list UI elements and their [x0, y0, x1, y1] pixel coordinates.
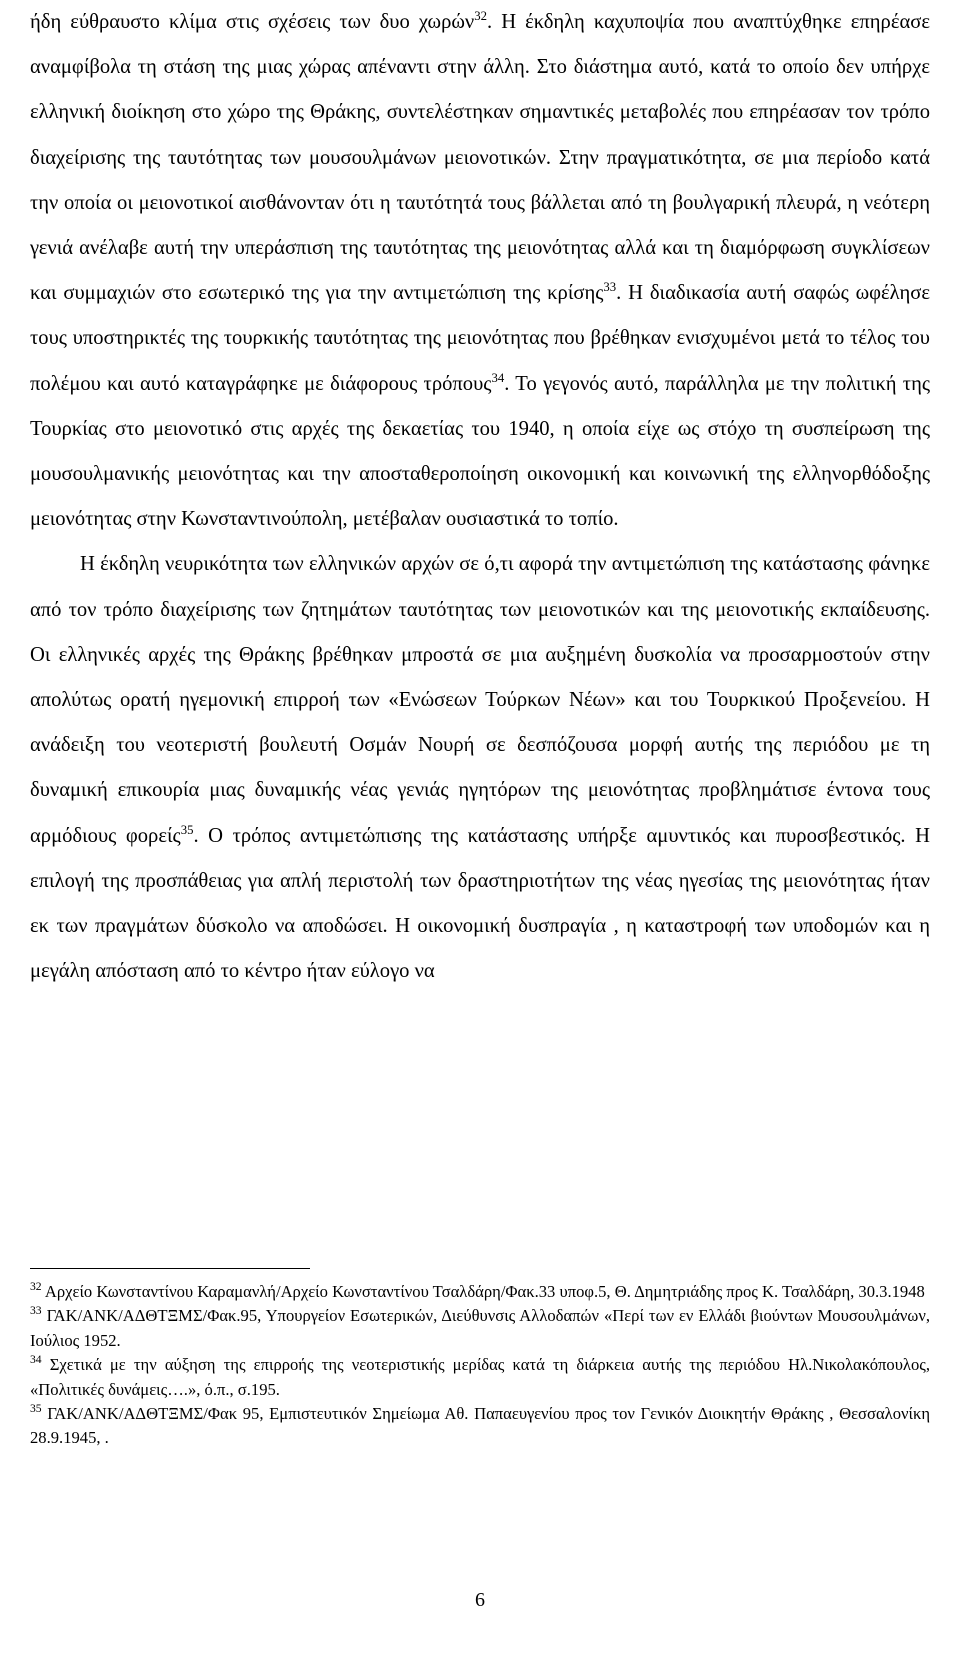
paragraph-text: . Το γεγονός αυτό, παράλληλα με την πολιτική της Τουρκίας στο μειονοτικό στις αρχές της δεκαετίας του 1940, η οποία είχε ως στόχο τη συσπείρωση της μουσουλμανικής μειονότητας και την αποσταθεροποίηση οικονομική και κοινωνική της ελληνορθόδοξης μειονότητας στην Κωνσταντινούπολη, μετέβαλαν ουσιαστικά το τοπίο. [30, 372, 930, 531]
footnote-35 [30, 1402, 930, 1451]
footnotes [30, 1280, 930, 1451]
footnote-34 [30, 1353, 930, 1402]
body-text [30, 0, 930, 994]
paragraph-2 [30, 542, 930, 994]
footnote-33 [30, 1304, 930, 1353]
footnote-separator [30, 1268, 310, 1269]
paragraph-text: . Η διαδικασία αυτή σαφώς ωφέλησε τους υποστηρικτές της τουρκικής ταυτότητας της μειονότητας που βρέθηκαν ενισχυμένοι μετά το τέλος του πολέμου και αυτό καταγράφηκε με διάφορους τρόπους [30, 282, 930, 395]
footnote-ref: 34 [491, 370, 505, 385]
footnote-text: Αρχείο Κωνσταντίνου Καραμανλή/Αρχείο Κωνσταντίνου Τσαλδάρη/Φακ.33 υποφ.5, Θ. Δημητριάδης προς Κ. Τσαλδάρη, 30.3.1948 [41, 1282, 925, 1301]
footnote-ref: 32 [474, 9, 487, 24]
paragraph-text: . Η έκδηλη καχυποψία που αναπτύχθηκε επηρέασε αναμφίβολα τη στάση της μιας χώρας απέναντι στην άλλη. Στο διάστημα αυτό, κατά το οποίο δεν υπήρχε ελληνική διοίκηση στο χώρο της Θράκης, συντελέστηκαν σημαντικές μεταβολές που επηρέασαν τον τρόπο διαχείρισης της ταυτότητας των μουσουλμάνων μειονοτικών. Στην πραγματικότητα, σε μια περίοδο κατά την οποία οι μειονοτικοί αισθάνονταν ότι η ταυτότητά τους βάλλεται από τη βουλγαρική πλευρά, η νεότερη γενιά ανέλαβε αυτή την υπεράσπιση της ταυτότητας της μειονότητας αλλά και τη διαμόρφωση συγκλίσεων και συμμαχιών στο εσωτερικό της για την αντιμετώπιση της κρίσης [30, 11, 931, 305]
footnote-text: ΓΑΚ/ΑΝΚ/ΑΔΘΤΞΜΣ/Φακ.95, Υπουργείον Εσωτερικών, Διεύθυνσις Αλλοδαπών «Περί των εν Ελλάδι βιούντων Μουσουλμάνων, Ιούλιος 1952. [30, 1306, 930, 1350]
footnote-ref: 33 [603, 280, 617, 295]
footnote-number: 33 [30, 1304, 42, 1318]
footnote-ref: 35 [180, 822, 194, 837]
footnote-32 [30, 1280, 930, 1304]
paragraph-text: Η έκδηλη νευρικότητα των ελληνικών αρχών σε ό,τι αφορά την αντιμετώπιση της κατάστασης φάνηκε από τον τρόπο διαχείρισης των ζητημάτων ταυτότητας των μειονοτικών και της μειονοτικής εκπαίδευσης. Οι ελληνικές αρχές της Θράκης βρέθηκαν μπροστά σε μια αυξημένη δυσκολία να προσαρμοστούν στην απολύτως ορατή ηγεμονική επιρροή των «Ενώσεων Τούρκων Νέων» και του Τουρκικού Προξενείου. Η ανάδειξη του νεοτεριστή βουλευτή Οσμάν Νουρή σε δεσπόζουσα μορφή αυτής της περιόδου με τη δυναμική επικουρία μιας δυναμικής νέας γενιάς ηγητόρων της μειονότητας προβλημάτισε έντονα τους αρμόδιους φορείς [30, 553, 930, 847]
footnote-number: 32 [30, 1280, 42, 1294]
footnote-text: Σχετικά με την αύξηση της επιρροής της νεοτεριστικής μερίδας κατά τη διάρκεια αυτής της περιόδου Ηλ.Νικολακόπουλος, «Πολιτικές δυνάμεις….», ό.π., σ.195. [30, 1355, 930, 1399]
page-number: 6 [475, 1589, 485, 1611]
paragraph-text: ήδη εύθραυστο κλίμα στις σχέσεις των δυο χωρών [30, 11, 475, 33]
footnote-number: 35 [30, 1402, 42, 1416]
paragraph-text: . Ο τρόπος αντιμετώπισης της κατάστασης υπήρξε αμυντικός και πυροσβεστικός. Η επιλογή της προσπάθειας για απλή περιστολή των δραστηριοτήτων της νέας ηγεσίας της μειονότητας ήταν εκ των πραγμάτων δύσκολο να αποδώσει. Η οικονομική δυσπραγία , η καταστροφή των υποδομών και η μεγάλη απόσταση από το κέντρο ήταν εύλογο να [30, 824, 930, 983]
paragraph-1 [30, 0, 930, 542]
footnote-number: 34 [30, 1353, 42, 1367]
footnote-text: ΓΑΚ/ΑΝΚ/ΑΔΘΤΞΜΣ/Φακ 95, Εμπιστευτικόν Σημείωμα Αθ. Παπαευγενίου προς τον Γενικόν Διοικητήν Θράκης , Θεσσαλονίκη 28.9.1945, . [30, 1404, 930, 1448]
